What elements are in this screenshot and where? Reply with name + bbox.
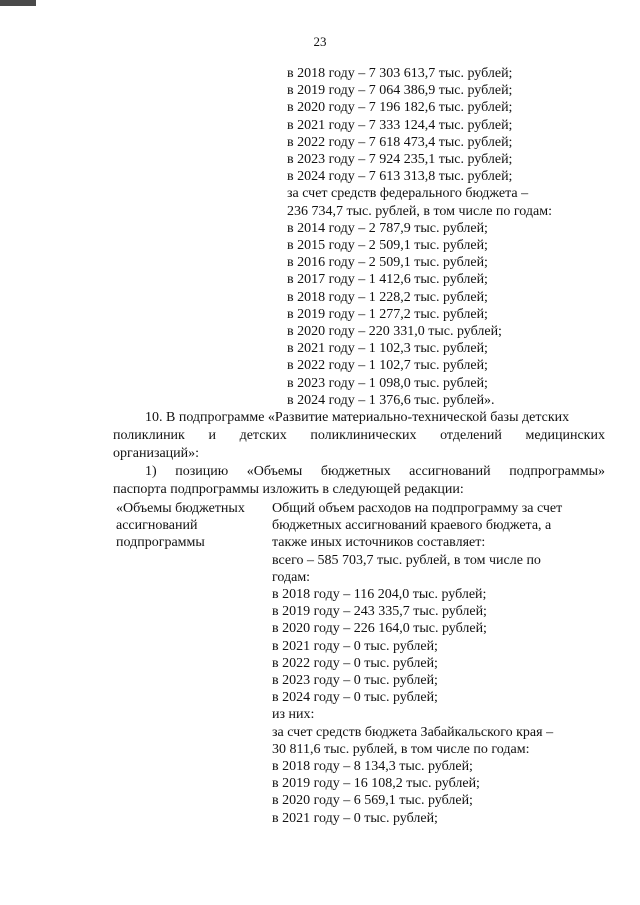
justified-word: поликлиник <box>113 428 185 443</box>
table-right-line: Общий объем расходов на подпрограмму за счет <box>272 501 563 516</box>
item1-second-line: паспорта подпрограммы изложить в следующей редакции: <box>113 482 464 497</box>
table-right-line: за счет средств бюджета Забайкальского края – <box>272 724 554 740</box>
budget-line: в 2019 году – 1 277,2 тыс. рублей; <box>287 306 488 322</box>
table-right-line: в 2020 году – 6 569,1 тыс. рублей; <box>272 793 473 809</box>
item10-last-line: организаций»: <box>113 446 200 461</box>
justified-word: медицинских <box>525 428 605 443</box>
budget-line: в 2022 году – 1 102,7 тыс. рублей; <box>287 358 488 374</box>
table-left-line: ассигнований <box>116 518 198 534</box>
budget-line: в 2015 году – 2 509,1 тыс. рублей; <box>287 238 488 253</box>
table-right-line: всего – 585 703,7 тыс. рублей, в том числе по <box>272 552 541 568</box>
table-right-line: в 2018 году – 8 134,3 тыс. рублей; <box>272 759 473 774</box>
justified-word: отделений <box>440 428 502 443</box>
table-right-line: в 2018 году – 116 204,0 тыс. рублей; <box>272 587 487 602</box>
budget-line: в 2023 году – 1 098,0 тыс. рублей; <box>287 375 488 391</box>
table-right-line: в 2021 году – 0 тыс. рублей; <box>272 638 438 654</box>
budget-line: в 2023 году – 7 924 235,1 тыс. рублей; <box>287 152 513 167</box>
budget-line: в 2018 году – 1 228,2 тыс. рублей; <box>287 289 488 305</box>
table-right-line: в 2019 году – 16 108,2 тыс. рублей; <box>272 776 480 792</box>
table-right-line: в 2020 году – 226 164,0 тыс. рублей; <box>272 621 487 637</box>
justified-word: ассигнований <box>409 464 491 479</box>
table-left-line: «Объемы бюджетных <box>116 501 245 516</box>
budget-line: в 2017 году – 1 412,6 тыс. рублей; <box>287 272 488 288</box>
budget-line: за счет средств федерального бюджета – <box>287 186 529 202</box>
item10-heading-line: 10. В подпрограмме «Развитие материально-технической базы детских <box>145 410 570 425</box>
budget-line: в 2022 году – 7 618 473,4 тыс. рублей; <box>287 134 513 150</box>
table-right-line: в 2024 году – 0 тыс. рублей; <box>272 690 438 706</box>
table-right-line: бюджетных ассигнований краевого бюджета, а <box>272 518 552 534</box>
table-right-line: в 2021 году – 0 тыс. рублей; <box>272 810 438 826</box>
table-right-line: в 2022 году – 0 тыс. рублей; <box>272 655 438 671</box>
table-left-line: подпрограммы <box>116 535 205 551</box>
table-right-line: в 2023 году – 0 тыс. рублей; <box>272 673 438 688</box>
budget-line: в 2024 году – 7 613 313,8 тыс. рублей; <box>287 169 513 185</box>
budget-line: в 2024 году – 1 376,6 тыс. рублей». <box>287 392 495 408</box>
table-right-line: в 2019 году – 243 335,7 тыс. рублей; <box>272 604 487 620</box>
budget-line: в 2019 году – 7 064 386,9 тыс. рублей; <box>287 83 513 99</box>
justified-word: и <box>208 428 216 443</box>
justified-word: поликлинических <box>310 428 417 443</box>
budget-line: в 2014 году – 2 787,9 тыс. рублей; <box>287 220 488 236</box>
page-number: 23 <box>313 34 327 49</box>
justified-word: 1) <box>145 464 157 479</box>
table-right-line: годам: <box>272 569 311 585</box>
budget-line: в 2016 году – 2 509,1 тыс. рублей; <box>287 255 488 271</box>
budget-line: 236 734,7 тыс. рублей, в том числе по годам: <box>287 203 552 219</box>
justified-word: подпрограммы» <box>509 464 605 479</box>
justified-word: «Объемы <box>246 464 303 479</box>
justified-word: позицию <box>175 464 229 479</box>
table-right-line: из них: <box>272 707 315 723</box>
scan-corner-mark <box>0 0 36 6</box>
budget-line: в 2018 году – 7 303 613,7 тыс. рублей; <box>287 66 513 81</box>
budget-line: в 2021 году – 7 333 124,4 тыс. рублей; <box>287 117 513 133</box>
budget-line: в 2020 году – 220 331,0 тыс. рублей; <box>287 324 502 339</box>
item1-justified-line <box>145 463 605 480</box>
item10-justified-line <box>113 427 605 444</box>
budget-line: в 2020 году – 7 196 182,6 тыс. рублей; <box>287 100 513 116</box>
budget-line: в 2021 году – 1 102,3 тыс. рублей; <box>287 341 488 357</box>
table-right-line: также иных источников составляет: <box>272 535 486 551</box>
justified-word: бюджетных <box>320 464 391 479</box>
justified-word: детских <box>239 428 287 443</box>
table-right-line: 30 811,6 тыс. рублей, в том числе по годам: <box>272 741 530 757</box>
